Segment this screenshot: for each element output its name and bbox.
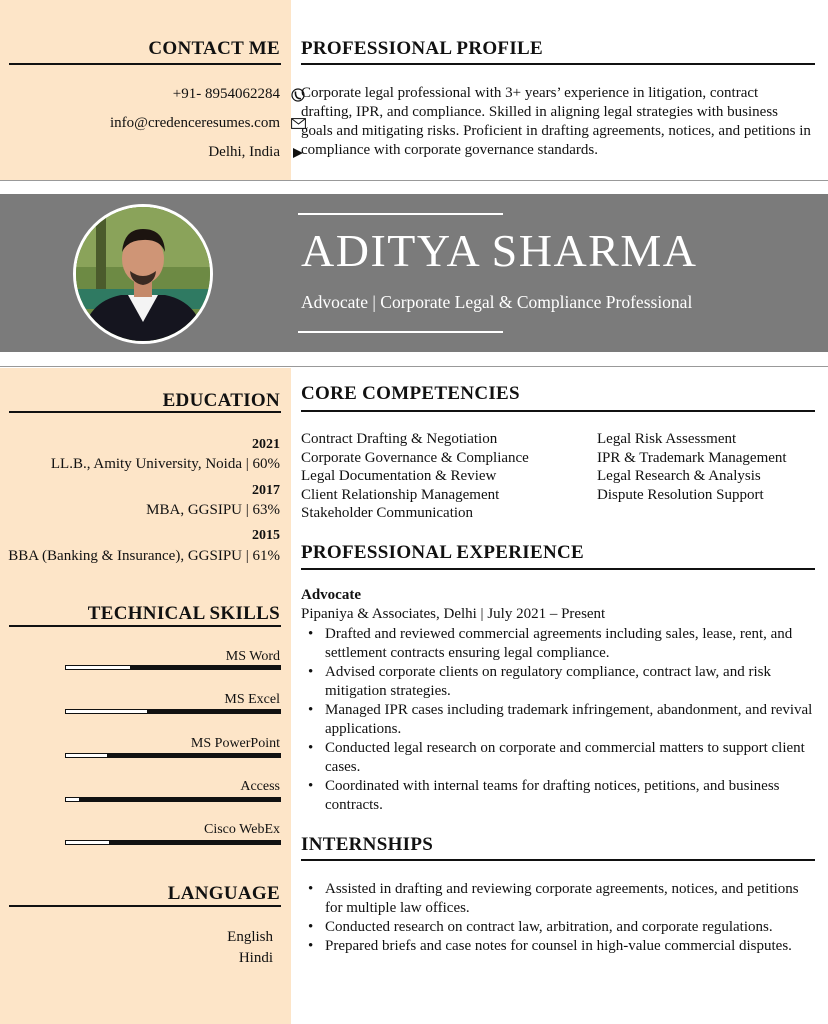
contact-location [208, 144, 280, 161]
competency-item: Legal Documentation & Review [301, 468, 497, 485]
experience-heading: PROFESSIONAL EXPERIENCE [301, 542, 584, 563]
list-item: • Drafted and reviewed commercial agreements including sales, lease, rent, and settlement contracts ensuring legal compliance. [301, 625, 813, 663]
language-item: English [227, 929, 273, 945]
skill-bar [65, 709, 281, 714]
contact-email[interactable] [110, 115, 280, 132]
skill-bar-fill [107, 754, 280, 757]
contact-heading: CONTACT ME [148, 38, 280, 59]
skill-bar [65, 753, 281, 758]
language-item: Hindi [238, 950, 273, 966]
experience-rule [301, 568, 815, 570]
competency-item: Dispute Resolution Support [597, 486, 764, 503]
contact-phone-text: +91- 8954062284 [172, 86, 280, 102]
list-item: • Prepared briefs and case notes for counsel in high-value commercial disputes. [301, 937, 813, 956]
avatar [73, 204, 213, 344]
competency-column-2 [597, 430, 787, 504]
banner-top-line [0, 180, 828, 181]
contact-phone[interactable] [173, 86, 280, 103]
education-heading: EDUCATION [162, 390, 280, 411]
skill-label: MS Excel [224, 692, 280, 707]
internships-rule [301, 859, 815, 861]
competency-item: Contract Drafting & Negotiation [301, 431, 498, 447]
profile-rule [301, 63, 815, 65]
language-heading: LANGUAGE [167, 883, 280, 904]
education-rule [9, 411, 281, 413]
list-item: • Advised corporate clients on regulatory compliance, contract law, and risk mitigation strategies. [301, 663, 813, 701]
list-item: • Conducted research on contract law, arbitration, and corporate regulations. [301, 918, 813, 937]
competency-item: Legal Risk Assessment [597, 431, 737, 447]
job-meta: Pipaniya & Associates, Delhi | July 2021 – Present [301, 606, 606, 622]
contact-email-text: info@credenceresumes.com [110, 115, 280, 131]
skill-label: Access [240, 779, 280, 794]
competency-item: IPR & Trademark Management [597, 449, 787, 466]
education-entry: MBA, GGSIPU | 63% [146, 502, 280, 518]
skill-label: MS Word [225, 649, 280, 664]
skill-bar-fill [109, 841, 280, 844]
competency-item: Legal Research & Analysis [597, 468, 761, 485]
competency-column-1 [301, 430, 529, 523]
skill-label: Cisco WebEx [204, 822, 280, 837]
skills-heading: TECHNICAL SKILLS [87, 603, 280, 624]
education-year: 2021 [252, 437, 280, 452]
name-rule-top [298, 213, 503, 215]
skill-label: MS PowerPoint [190, 736, 280, 751]
skill-bar [65, 665, 281, 670]
education-entry: BBA (Banking & Insurance), GGSIPU | 61% [8, 548, 280, 564]
skill-bar-fill [147, 710, 280, 713]
skill-bar [65, 797, 281, 802]
profile-heading: PROFESSIONAL PROFILE [301, 38, 543, 59]
job-title: Advocate [301, 587, 361, 603]
education-year: 2017 [252, 483, 280, 498]
education-year: 2015 [252, 528, 280, 543]
experience-bullets [301, 625, 813, 815]
competencies-heading: CORE COMPETENCIES [301, 383, 520, 404]
profile-summary: Corporate legal professional with 3+ years’ experience in litigation, contract drafting, IPR, and compliance. Skilled in aligning legal strategies with business goals and mitigating risks. Proficient in drafting agreements, notices, and petitions in compliance with corporate governance standards. [301, 85, 811, 158]
banner-bottom-line [0, 366, 828, 367]
internships-heading: INTERNSHIPS [301, 834, 434, 855]
competency-item: Client Relationship Management [301, 486, 500, 503]
list-item: • Assisted in drafting and reviewing corporate agreements, notices, and petitions for multiple law offices. [301, 880, 813, 918]
education-entry: LL.B., Amity University, Noida | 60% [50, 456, 280, 472]
skill-bar [65, 840, 281, 845]
language-rule [9, 905, 281, 907]
competencies-rule [301, 410, 815, 412]
list-item: • Conducted legal research on corporate and commercial matters to support client cases. [301, 739, 813, 777]
name-rule-bottom [298, 331, 503, 333]
candidate-name: ADITYA SHARMA [301, 225, 698, 276]
skills-rule [9, 625, 281, 627]
list-item: • Managed IPR cases including trademark infringement, abandonment, and revival applications. [301, 701, 813, 739]
skill-bar-fill [130, 666, 280, 669]
skill-bar-fill [79, 798, 280, 801]
competency-item: Stakeholder Communication [301, 505, 474, 522]
contact-rule [9, 63, 281, 65]
competency-item: Corporate Governance & Compliance [301, 449, 529, 466]
contact-location-text: Delhi, India [208, 144, 280, 160]
internship-bullets [301, 880, 813, 956]
candidate-subtitle: Advocate | Corporate Legal & Compliance Professional [301, 292, 693, 312]
list-item: • Coordinated with internal teams for drafting notices, petitions, and business contracts. [301, 777, 813, 815]
